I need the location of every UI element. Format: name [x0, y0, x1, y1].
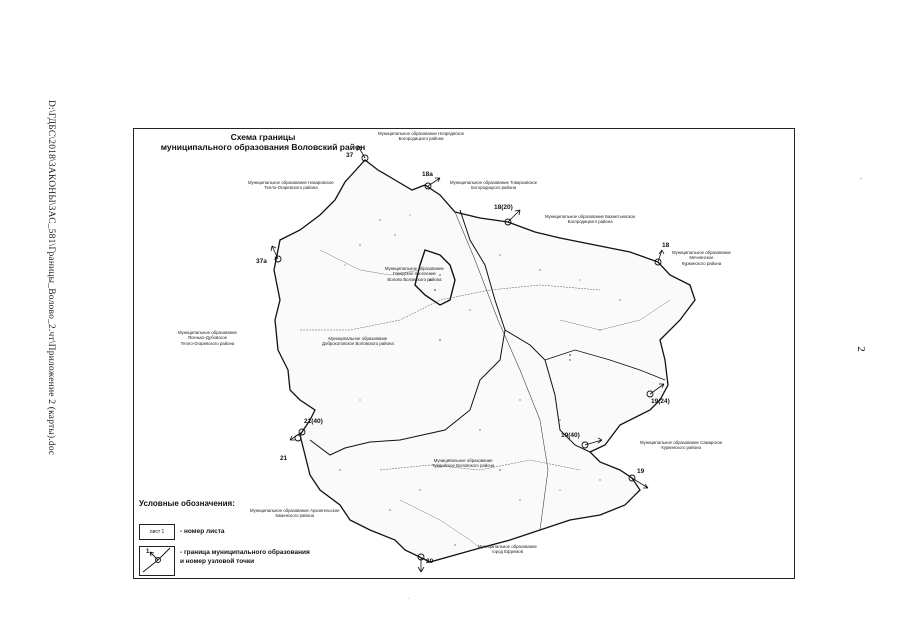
- point-label-37a: 37а: [256, 258, 267, 265]
- point-label-37: 37: [346, 152, 354, 159]
- legend-node-number: 1: [146, 549, 150, 555]
- district-label-turdeiskoe: Муниципальное образование Турдейское Воловского района: [432, 458, 495, 469]
- tick-mark-bottom: ·: [408, 596, 410, 602]
- point-label-20: 20: [426, 558, 434, 565]
- legend-title: Условные обозначения:: [139, 499, 235, 508]
- neighbor-label-mechnyanskoe: Муниципальное образование Мечнянское Куркинского района: [672, 250, 731, 266]
- district-label-volovo: Муниципальное образование Городское поселение Волово Воловского района: [385, 266, 444, 282]
- legend-boundary-icon: [139, 546, 175, 576]
- point-label-18: 18: [662, 242, 670, 249]
- neighbor-label-bakhmetevskoe: Муниципальное образование Бахметьевское Богородицкого района: [545, 214, 636, 225]
- map-title: Схема границы муниципального образования Воловский район: [160, 132, 366, 152]
- page-number: 2: [854, 346, 867, 352]
- point-label-19-24: 19(24): [651, 398, 670, 405]
- point-label-18a: 18а: [422, 171, 433, 178]
- point-label-18-20: 18(20): [494, 204, 513, 211]
- neighbor-label-efremov: Муниципальное образование город Ефремов: [478, 544, 537, 555]
- neighbor-label-tovarkovskoe: Муниципальное образование Товарковское Богородицкого района: [450, 180, 538, 191]
- document-path-text: D:\ГДБС\2018\ЗАКОНЫ\ЗАС_581\Границы_Волово_2.чт\Приложение 2 (карты).doc: [46, 100, 56, 456]
- point-label-19: 19: [637, 468, 645, 475]
- neighbor-label-nazarovskoe: Муниципальное образование Назаровское Тепло-Огаревского района: [248, 180, 334, 191]
- legend-sheet-box: лист 1: [139, 524, 175, 540]
- neighbor-label-nepryadvskoe: Муниципальное образование Непрядвское Богородицкого района: [378, 131, 465, 142]
- neighbor-label-arkhangelskoe: Муниципальное образование Архангельское Каменского района: [250, 508, 340, 519]
- legend-sheet-text: - номер листа: [180, 528, 225, 535]
- neighbor-label-samarskoe: Муниципальное образование Самарское Куркинского района: [640, 440, 723, 451]
- tick-mark-right: -: [860, 176, 862, 182]
- point-label-19-40: 19(40): [561, 432, 580, 439]
- point-label-21-40: 21(40): [304, 418, 323, 425]
- point-label-21: 21: [280, 455, 288, 462]
- district-label-dobrokhotovskoe: Муниципальное образование Доброхотовское Воловского района: [322, 336, 394, 347]
- legend-boundary-text: - граница муниципального образования и номер узловой точки: [180, 549, 310, 565]
- neighbor-label-yasenko-dubovskoe: Муниципальное образование Ясенько-Дубовское Тепло-Огаревского района: [178, 330, 237, 346]
